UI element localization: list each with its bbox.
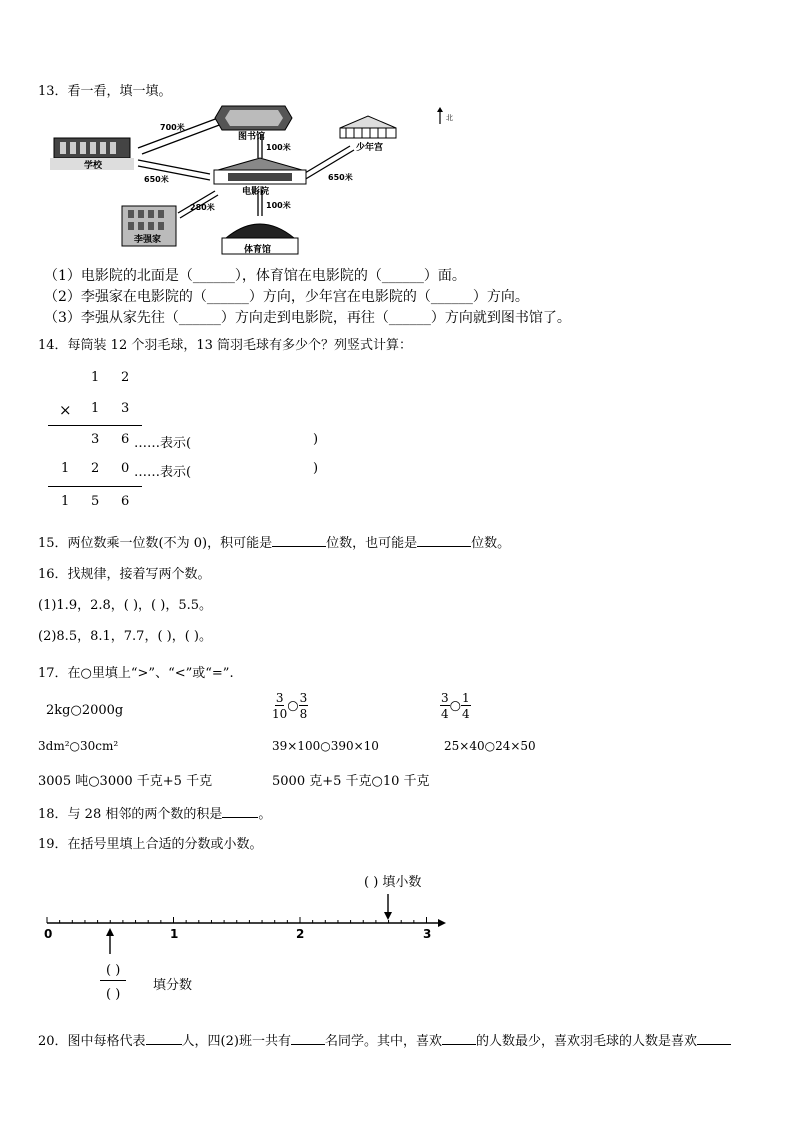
label-100-top: 100米 bbox=[266, 143, 291, 152]
calc-r2-d2: 3 bbox=[121, 401, 130, 416]
q17-fraction-compare-1: $\frac{3}{10}$ ○ $\frac{3}{8}$ bbox=[272, 691, 308, 721]
calc-times: × bbox=[59, 401, 72, 419]
q20-blank-2[interactable] bbox=[291, 1044, 325, 1045]
q15-text-b: 位数，也可能是 bbox=[326, 536, 418, 551]
q20-text-d: 的人数最少，喜欢羽毛球的人数是喜欢 bbox=[475, 1034, 697, 1049]
q15-text-a: 15．两位数乘一位数(不为 0)，积可能是 bbox=[38, 536, 273, 551]
q19-bottom-label: 填分数 bbox=[153, 978, 193, 993]
q17-r3c1: 3005 吨○3000 千克+5 千克 bbox=[38, 774, 213, 789]
label-650-left: 650米 bbox=[144, 175, 169, 184]
fraction-numerator-blank[interactable]: ( ) bbox=[100, 963, 126, 981]
q13-item-1: （1）电影院的北面是（______），体育馆在电影院的（______）面。 bbox=[44, 268, 466, 284]
q18-text-b: 。 bbox=[258, 807, 272, 822]
q19-top-label: ( ) 填小数 bbox=[364, 875, 422, 890]
label-280: 280米 bbox=[190, 203, 215, 212]
q13-item-2: （2）李强家在电影院的（______）方向，少年宫在电影院的（______）方向。 bbox=[44, 289, 529, 305]
q19-title: 19．在括号里填上合适的分数或小数。 bbox=[38, 837, 263, 852]
youth-palace-label: 少年宫 bbox=[356, 143, 384, 153]
q15-blank-2[interactable] bbox=[417, 546, 471, 547]
q14-title: 14．每筒装 12 个羽毛球，13 筒羽毛球有多少个？列竖式计算： bbox=[38, 338, 413, 353]
q17-r3c2: 5000 克+5 千克○10 千克 bbox=[272, 774, 430, 789]
q17-r2c3: 25×40○24×50 bbox=[444, 739, 536, 753]
q20-text-a: 20．图中每格代表 bbox=[38, 1034, 146, 1049]
q18-blank[interactable] bbox=[222, 817, 258, 818]
gym-label: 体育馆 bbox=[244, 245, 272, 255]
calc-r5-d3: 6 bbox=[121, 494, 130, 509]
q15-line bbox=[38, 532, 510, 551]
school-building bbox=[50, 138, 134, 171]
q18-line bbox=[38, 803, 271, 822]
q17-r2c1: 3dm²○30cm² bbox=[38, 739, 119, 753]
calc-r1-d2: 2 bbox=[121, 370, 130, 385]
q18-text-a: 18．与 28 相邻的两个数的积是 bbox=[38, 807, 223, 822]
q16-line-1: (1)1.9，2.8，( )，( )，5.5。 bbox=[38, 598, 212, 613]
tick-label-3: 3 bbox=[423, 927, 432, 941]
calc-note-2: ……表示( bbox=[134, 465, 192, 480]
q20-text-b: 人，四(2)班一共有 bbox=[181, 1034, 291, 1049]
q16-line-2: (2)8.5，8.1，7.7，( )，( )。 bbox=[38, 629, 212, 644]
north-label: 北 bbox=[446, 114, 453, 122]
q20-blank-3[interactable] bbox=[442, 1044, 476, 1045]
calc-r3-d1: 3 bbox=[91, 432, 100, 447]
q13-title: 13．看一看，填一填。 bbox=[38, 84, 172, 99]
calc-r4-d3: 0 bbox=[121, 461, 130, 476]
label-100-bottom: 100米 bbox=[266, 201, 291, 210]
number-line-arrow-icon bbox=[438, 919, 446, 927]
calc-note-1-end: ) bbox=[313, 432, 319, 447]
calc-r1-d1: 1 bbox=[91, 370, 100, 385]
compare-circle[interactable]: ○ bbox=[449, 698, 461, 714]
tick-label-1: 1 bbox=[170, 927, 179, 941]
cinema-building bbox=[214, 158, 306, 197]
calc-r5-d1: 1 bbox=[61, 494, 70, 509]
q13-item-3: （3）李强从家先往（______）方向走到电影院，再往（______）方向就到图书馆了。 bbox=[44, 310, 571, 326]
calc-r3-d2: 6 bbox=[121, 432, 130, 447]
calc-r4-d1: 1 bbox=[61, 461, 70, 476]
library-label: 图书馆 bbox=[238, 132, 266, 142]
calc-note-2-end: ) bbox=[313, 461, 319, 476]
q19-fraction-blank[interactable] bbox=[100, 963, 126, 1002]
north-arrow-icon bbox=[437, 107, 453, 124]
q20-blank-1[interactable] bbox=[146, 1044, 182, 1045]
q15-blank-1[interactable] bbox=[272, 546, 326, 547]
q20-text-c: 名同学。其中，喜欢 bbox=[324, 1034, 442, 1049]
q17-fraction-compare-2: $\frac{3}{4}$ ○ $\frac{1}{4}$ bbox=[441, 691, 470, 721]
q15-text-c: 位数。 bbox=[471, 536, 511, 551]
q17-title: 17．在○里填上“>”、“<”或“=”. bbox=[38, 666, 234, 681]
number-line bbox=[40, 888, 460, 958]
gym-building bbox=[222, 224, 298, 255]
q13-map bbox=[50, 98, 470, 258]
calc-note-1: ……表示( bbox=[134, 436, 192, 451]
calc-r4-d2: 2 bbox=[91, 461, 100, 476]
label-700: 700米 bbox=[160, 123, 185, 132]
q16-title: 16．找规律，接着写两个数。 bbox=[38, 567, 211, 582]
q20-blank-4[interactable] bbox=[697, 1044, 731, 1045]
lqhome-building bbox=[122, 206, 176, 246]
tick-label-0: 0 bbox=[44, 927, 53, 941]
calc-line-1 bbox=[48, 425, 142, 426]
fraction-denominator-blank[interactable]: ( ) bbox=[106, 987, 121, 1002]
calc-line-2 bbox=[48, 486, 142, 487]
calc-r5-d2: 5 bbox=[91, 494, 100, 509]
lqhome-label: 李强家 bbox=[134, 235, 162, 245]
tick-label-2: 2 bbox=[296, 927, 305, 941]
q20-line bbox=[38, 1030, 731, 1049]
up-arrow-icon bbox=[106, 928, 114, 954]
compare-circle[interactable]: ○ bbox=[287, 698, 299, 714]
label-650-right: 650米 bbox=[328, 173, 353, 182]
down-arrow-icon bbox=[384, 894, 392, 920]
library-building bbox=[215, 106, 292, 142]
cinema-label: 电影院 bbox=[242, 187, 270, 197]
q17-r1c1: 2kg○2000g bbox=[46, 703, 124, 718]
q17-r2c2: 39×100○390×10 bbox=[272, 739, 379, 753]
school-label: 学校 bbox=[84, 161, 103, 171]
calc-r2-d1: 1 bbox=[91, 401, 100, 416]
